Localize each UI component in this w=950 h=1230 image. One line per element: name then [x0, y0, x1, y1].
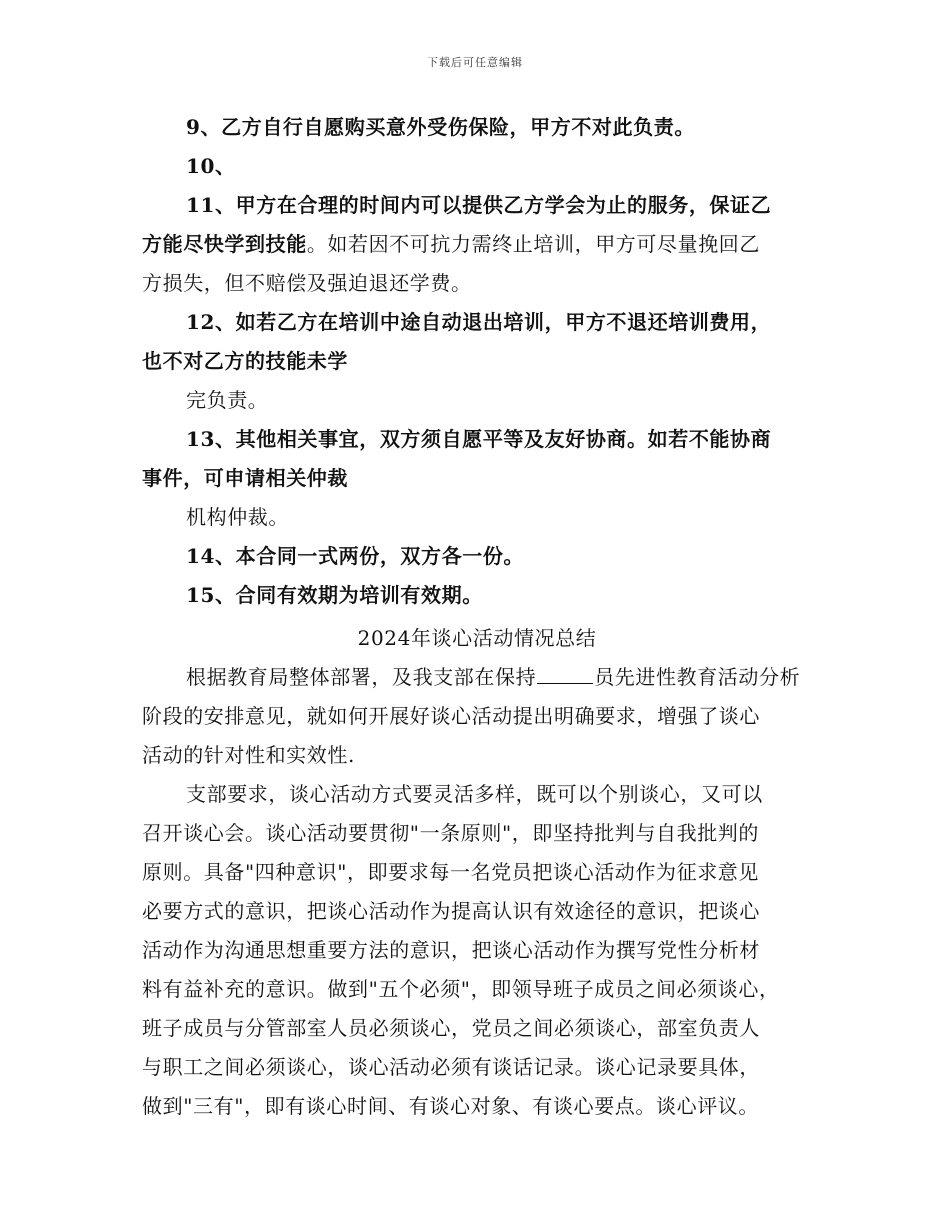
summary-p1-line-1 [142, 658, 812, 697]
clause-11-line-1: 11、甲方在合理的时间内可以提供乙方学会为止的服务，保证乙 [186, 193, 772, 217]
summary-p2-line-7: 班子成员与分管部室人员必须谈心，党员之间必须谈心，部室负责人 [142, 1016, 760, 1040]
clause-12-line-3: 完负责。 [186, 388, 269, 412]
summary-p1-line-3: 活动的针对性和实效性. [142, 743, 355, 767]
clause-11-bold-part: 方能尽快学到技能 [142, 232, 307, 256]
clause-14: 14、本合同一式两份，双方各一份。 [186, 544, 525, 568]
clause-9: 9、乙方自行自愿购买意外受伤保险，甲方不对此负责。 [186, 115, 695, 139]
clause-12-line-1: 12、如若乙方在培训中途自动退出培训，甲方不退还培训费用， [186, 310, 772, 334]
summary-p1-text-a: 根据教育局整体部署，及我支部在保持 [186, 665, 537, 689]
clause-13-line-3: 机构仲裁。 [186, 505, 289, 529]
summary-p1-text-b: 员先进性教育活动分析 [594, 665, 801, 689]
summary-p2-line-9: 做到"三有"，即有谈心时间、有谈心对象、有谈心要点。谈心评议。 [142, 1094, 759, 1118]
summary-p2-line-8: 与职工之间必须谈心，谈心活动必须有谈话记录。谈心记录要具体， [142, 1055, 760, 1079]
summary-p2-line-5: 活动作为沟通思想重要方法的意识，把谈心活动作为撰写党性分析材 [142, 938, 760, 962]
clause-11-line-3: 方损失，但不赔偿及强迫退还学费。 [142, 271, 472, 295]
clause-12-line-2: 也不对乙方的技能未学 [142, 349, 348, 373]
summary-p1-line-2: 阶段的安排意见，就如何开展好谈心活动提出明确要求，增强了谈心 [142, 704, 760, 728]
summary-p2-line-1: 支部要求，谈心活动方式要灵活多样，既可以个别谈心，又可以 [186, 782, 763, 806]
summary-title: 2024年谈心活动情况总结 [357, 626, 597, 650]
document-body [142, 108, 812, 1126]
summary-p2-line-2: 召开谈心会。谈心活动要贯彻"一条原则"，即坚持批判与自我批判的 [142, 821, 759, 845]
underline-blank [537, 665, 593, 684]
clause-11-normal-part: 。如若因不可抗力需终止培训，甲方可尽量挽回乙 [306, 232, 761, 256]
summary-p2-line-3: 原则。具备"四种意识"，即要求每一名党员把谈心活动作为征求意见 [142, 860, 759, 884]
clause-13-line-1: 13、其他相关事宜，双方须自愿平等及友好协商。如若不能协商 [186, 427, 772, 451]
clause-11-line-2 [142, 225, 812, 264]
summary-p2-line-4: 必要方式的意识，把谈心活动作为提高认识有效途径的意识，把谈心 [142, 899, 760, 923]
clause-13-line-2: 事件，可申请相关仲裁 [142, 466, 348, 490]
clause-10: 10、 [186, 154, 236, 178]
summary-p2-line-6: 料有益补充的意识。做到"五个必须"，即领导班子成员之间必须谈心， [142, 977, 780, 1001]
clause-15: 15、合同有效期为培训有效期。 [186, 583, 483, 607]
page-header-note: 下载后可任意编辑 [427, 56, 523, 69]
